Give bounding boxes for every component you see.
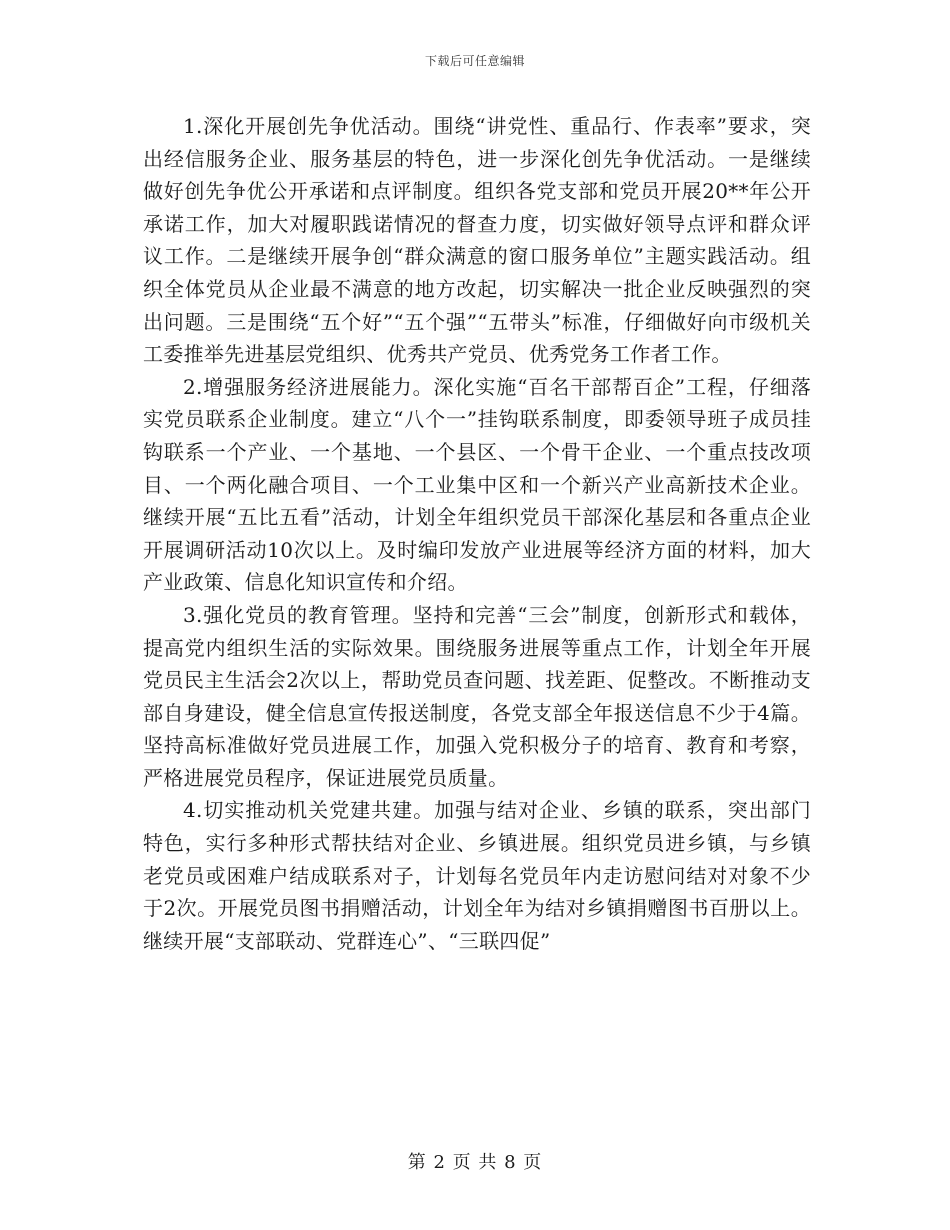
page-number: 第 2 页 共 8 页	[407, 1152, 543, 1173]
page-header: 下载后可任意编辑	[424, 54, 525, 68]
paragraph-1: 1.深化开展创先争优活动。围绕“讲党性、重品行、作表率”要求，突出经信服务企业、服务基层的特色，进一步深化创先争优活动。一是继续做好创先争优公开承诺和点评制度。组织各党支部和党员开展20**年公开承诺工作，加大对履职践诺情况的督查力度，切实做好领导点评和群众评议工作。二是继续开展争创“群众满意的窗口服务单位”主题实践活动。组织全体党员从企业最不满意的地方改起，切实解决一批企业反映强烈的突出问题。三是围绕“五个好”“五个强”“五带头”标准，仔细做好向市级机关工委推举先进基层党组织、优秀共产党员、优秀党务工作者工作。	[143, 114, 811, 367]
paragraph-2: 2.增强服务经济进展能力。深化实施“百名干部帮百企”工程，仔细落实党员联系企业制度。建立“八个一”挂钩联系制度，即委领导班子成员挂钩联系一个产业、一个基地、一个县区、一个骨干企业、一个重点技改项目、一个两化融合项目、一个工业集中区和一个新兴产业高新技术企业。继续开展“五比五看”活动，计划全年组织党员干部深化基层和各重点企业开展调研活动10次以上。及时编印发放产业进展等经济方面的材料，加大产业政策、信息化知识宣传和介绍。	[143, 374, 811, 595]
paragraph-3: 3.强化党员的教育管理。坚持和完善“三会”制度，创新形式和载体，提高党内组织生活的实际效果。围绕服务进展等重点工作，计划全年开展党员民主生活会2次以上，帮助党员查问题、找差距、促整改。不断推动支部自身建设，健全信息宣传报送制度，各党支部全年报送信息不少于4篇。坚持高标准做好党员进展工作，加强入党积极分子的培育、教育和考察，严格进展党员程序，保证进展党员质量。	[143, 602, 811, 790]
paragraph-4: 4.切实推动机关党建共建。加强与结对企业、乡镇的联系，突出部门特色，实行多种形式帮扶结对企业、乡镇进展。组织党员进乡镇，与乡镇老党员或困难户结成联系对子，计划每名党员年内走访慰问结对对象不少于2次。开展党员图书捐赠活动，计划全年为结对乡镇捐赠图书百册以上。继续开展“支部联动、党群连心”、“三联四促”	[143, 798, 811, 953]
document-body	[143, 110, 811, 957]
